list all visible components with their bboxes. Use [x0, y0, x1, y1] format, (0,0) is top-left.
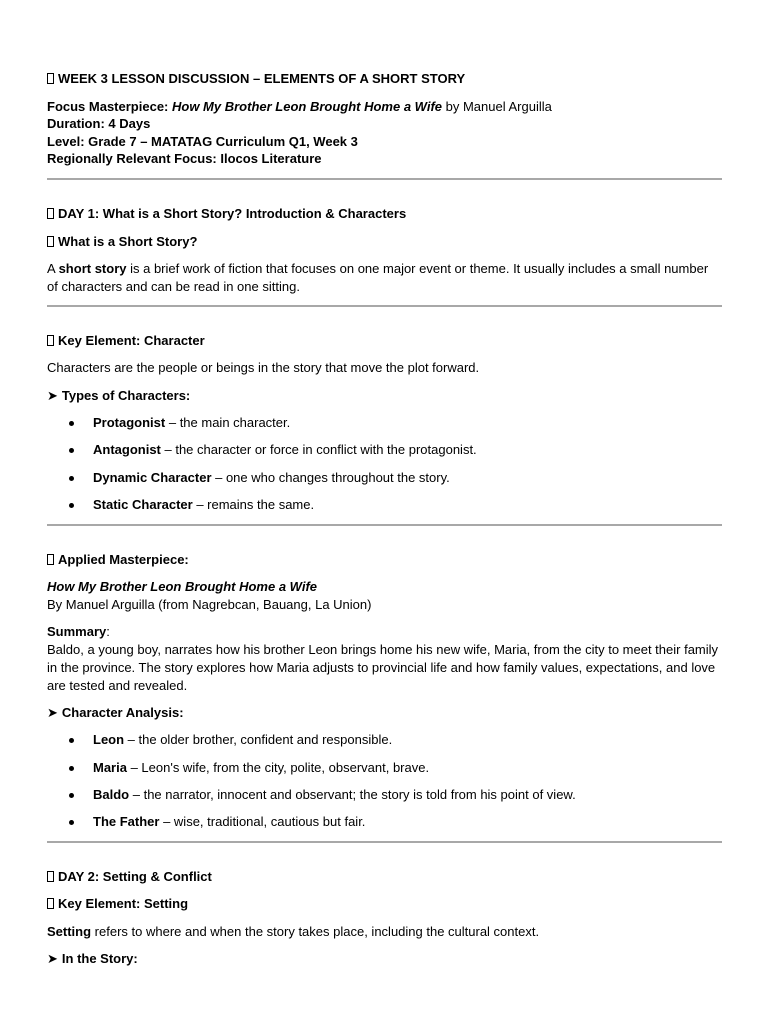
- missing-glyph-icon: [47, 236, 54, 247]
- short-story-subheading: What is a Short Story?: [47, 233, 197, 251]
- missing-glyph-icon: [47, 871, 54, 882]
- missing-glyph-icon: [47, 335, 54, 346]
- level: Level: Grade 7 – MATATAG Curriculum Q1, Week 3: [47, 134, 358, 149]
- summary-text: Baldo, a young boy, narrates how his brother Leon brings home his new wife, Maria, from the city to meet their family in the province. The story explores how Maria adjusts to provincial life and how family values, expectations, and love are tested and revealed.: [47, 642, 719, 693]
- day1-heading: DAY 1: What is a Short Story? Introduction & Characters: [47, 205, 406, 223]
- types-heading: ➤ Types of Characters:: [47, 388, 191, 403]
- setting-definition: Setting refers to where and when the story takes place, including the cultural context.: [47, 924, 540, 939]
- duration: Duration: 4 Days: [47, 116, 151, 131]
- divider: [47, 305, 722, 307]
- applied-title: How My Brother Leon Brought Home a Wife: [47, 579, 317, 594]
- arrow-icon: ➤: [47, 388, 58, 403]
- analysis-heading: ➤ Character Analysis:: [47, 705, 184, 720]
- arrow-icon: ➤: [47, 705, 58, 720]
- divider: [47, 178, 722, 180]
- focus-masterpiece: Focus Masterpiece: How My Brother Leon Brought Home a Wife by Manuel Arguilla: [47, 99, 552, 114]
- lesson-title: WEEK 3 LESSON DISCUSSION – ELEMENTS OF A SHORT STORY: [47, 70, 465, 88]
- bullet-icon: [69, 503, 74, 508]
- missing-glyph-icon: [47, 208, 54, 219]
- divider: [47, 841, 722, 843]
- summary-label: Summary:: [47, 624, 110, 639]
- bullet-icon: [69, 766, 74, 771]
- missing-glyph-icon: [47, 73, 54, 84]
- bullet-icon: [69, 820, 74, 825]
- bullet-icon: [69, 421, 74, 426]
- applied-heading: Applied Masterpiece:: [47, 551, 189, 569]
- bullet-icon: [69, 738, 74, 743]
- character-definition: Characters are the people or beings in the story that move the plot forward.: [47, 360, 480, 375]
- character-heading: Key Element: Character: [47, 332, 205, 350]
- in-story-heading: ➤ In the Story:: [47, 951, 138, 966]
- regional-focus: Regionally Relevant Focus: Ilocos Literature: [47, 151, 322, 166]
- bullet-icon: [69, 793, 74, 798]
- short-story-definition: A short story is a brief work of fiction that focuses on one major event or theme. It usually includes a small number of characters and can be read in one sitting.: [47, 261, 709, 294]
- setting-heading: Key Element: Setting: [47, 895, 188, 913]
- bullet-icon: [69, 476, 74, 481]
- missing-glyph-icon: [47, 898, 54, 909]
- day2-heading: DAY 2: Setting & Conflict: [47, 868, 212, 886]
- arrow-icon: ➤: [47, 951, 58, 966]
- applied-byline: By Manuel Arguilla (from Nagrebcan, Bauang, La Union): [47, 597, 372, 612]
- divider: [47, 524, 722, 526]
- missing-glyph-icon: [47, 554, 54, 565]
- bullet-icon: [69, 448, 74, 453]
